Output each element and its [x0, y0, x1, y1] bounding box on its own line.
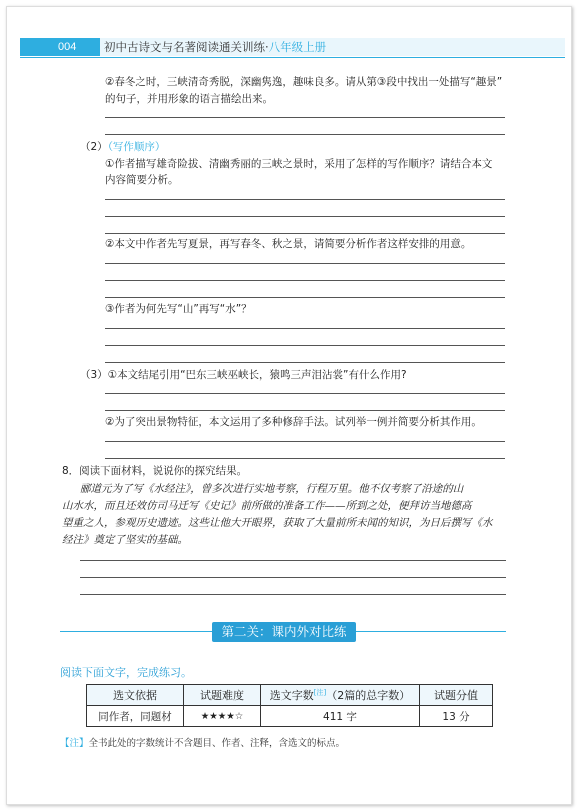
note-text: 全书此处的字数统计不含题目、作者、注释，含选文的标点。: [88, 738, 346, 749]
answer-line[interactable]: [105, 362, 505, 363]
answer-line[interactable]: [80, 577, 506, 578]
book-title: [104, 38, 326, 56]
page-number: 004: [20, 38, 100, 56]
answer-line[interactable]: [105, 216, 505, 217]
note-label: 【注】: [60, 738, 89, 749]
table-header: 试题分值: [420, 685, 493, 706]
material-text: 山水水，而且还效仿司马迁写《史记》前所做的准备工作——所到之处，便拜访当地德高: [62, 500, 472, 512]
table-row: [87, 706, 493, 727]
table-header: 试题难度: [184, 685, 261, 706]
question-8-prompt: 8．阅读下面材料，说说你的探究结果。: [62, 465, 248, 477]
table-cell: 13 分: [420, 706, 493, 727]
part-3-heading: [80, 368, 407, 382]
part-2-heading: [80, 140, 165, 154]
header-total-count: （2篇的总字数）: [326, 689, 411, 702]
answer-line[interactable]: [80, 594, 506, 595]
question-text: ①本文结尾引用“巴东三峡巫峡长，猿鸣三声泪沾裳”有什么作用?: [107, 369, 407, 381]
answer-line[interactable]: [105, 393, 505, 394]
table-cell: 411 字: [261, 706, 420, 727]
difficulty-stars: ★★★★☆: [184, 706, 261, 727]
info-table: [86, 684, 493, 727]
table-cell: 同作者，同题材: [87, 706, 184, 727]
table-header: [261, 685, 420, 706]
topic-tag: （写作顺序）: [107, 141, 166, 153]
banner-line-right: [356, 631, 506, 632]
question-text: ②本文中作者先写夏景，再写春冬、秋之景，请简要分析作者这样安排的用意。: [105, 238, 472, 250]
question-text: ①作者描写雄奇险拔、清幽秀丽的三峡之景时，采用了怎样的写作顺序？请结合本文: [105, 158, 493, 170]
material-text: 郦道元为了写《水经注》，曾多次进行实地考察，行程万里。他不仅考察了沿途的山: [80, 483, 464, 495]
answer-line[interactable]: [105, 134, 505, 135]
answer-line[interactable]: [105, 297, 505, 298]
answer-line[interactable]: [105, 441, 505, 442]
answer-line[interactable]: [105, 345, 505, 346]
table-note: [60, 735, 345, 749]
page-header: [0, 0, 578, 62]
answer-line[interactable]: [105, 328, 505, 329]
grade-label: 八年级上册: [268, 40, 327, 54]
table-header: 选文依据: [87, 685, 184, 706]
header-divider: [20, 57, 565, 58]
answer-line[interactable]: [105, 117, 505, 118]
header-word-count: 选文字数: [269, 689, 314, 702]
banner-line-left: [60, 631, 212, 632]
reading-instruction: 阅读下面文字，完成练习。: [60, 666, 192, 679]
part-number: （3）: [80, 369, 108, 381]
answer-line[interactable]: [105, 458, 505, 459]
question-text: ②春冬之时，三峡清奇秀脱，深幽隽逸，趣味良多。请从第③段中找出一处描写“趣景”: [105, 76, 503, 88]
answer-line[interactable]: [105, 410, 505, 411]
question-text: 的句子，并用形象的语言描绘出来。: [105, 93, 273, 105]
question-text: ③作者为何先写“山”再写“水”？: [105, 303, 252, 315]
table-header-row: [87, 685, 493, 706]
question-text: 内容简要分析。: [105, 174, 179, 186]
question-text: ②为了突出景物特征，本文运用了多种修辞手法。试列举一例并简要分析其作用。: [105, 416, 482, 428]
answer-line[interactable]: [105, 263, 505, 264]
note-mark: [注]: [313, 688, 327, 697]
book-title-text: 初中古诗文与名著阅读通关训练·: [104, 40, 269, 54]
answer-line[interactable]: [105, 199, 505, 200]
answer-line[interactable]: [105, 233, 505, 234]
section-2-banner: 第二关：课内外对比练: [212, 622, 356, 642]
material-text: 望重之人，参观历史遗迹。这些让他大开眼界，获取了大量前所未闻的知识，为日后撰写《水: [62, 517, 493, 529]
answer-line[interactable]: [80, 560, 506, 561]
answer-line[interactable]: [105, 280, 505, 281]
part-number: （2）: [80, 141, 108, 153]
material-text: 经注》奠定了坚实的基础。: [62, 534, 188, 546]
